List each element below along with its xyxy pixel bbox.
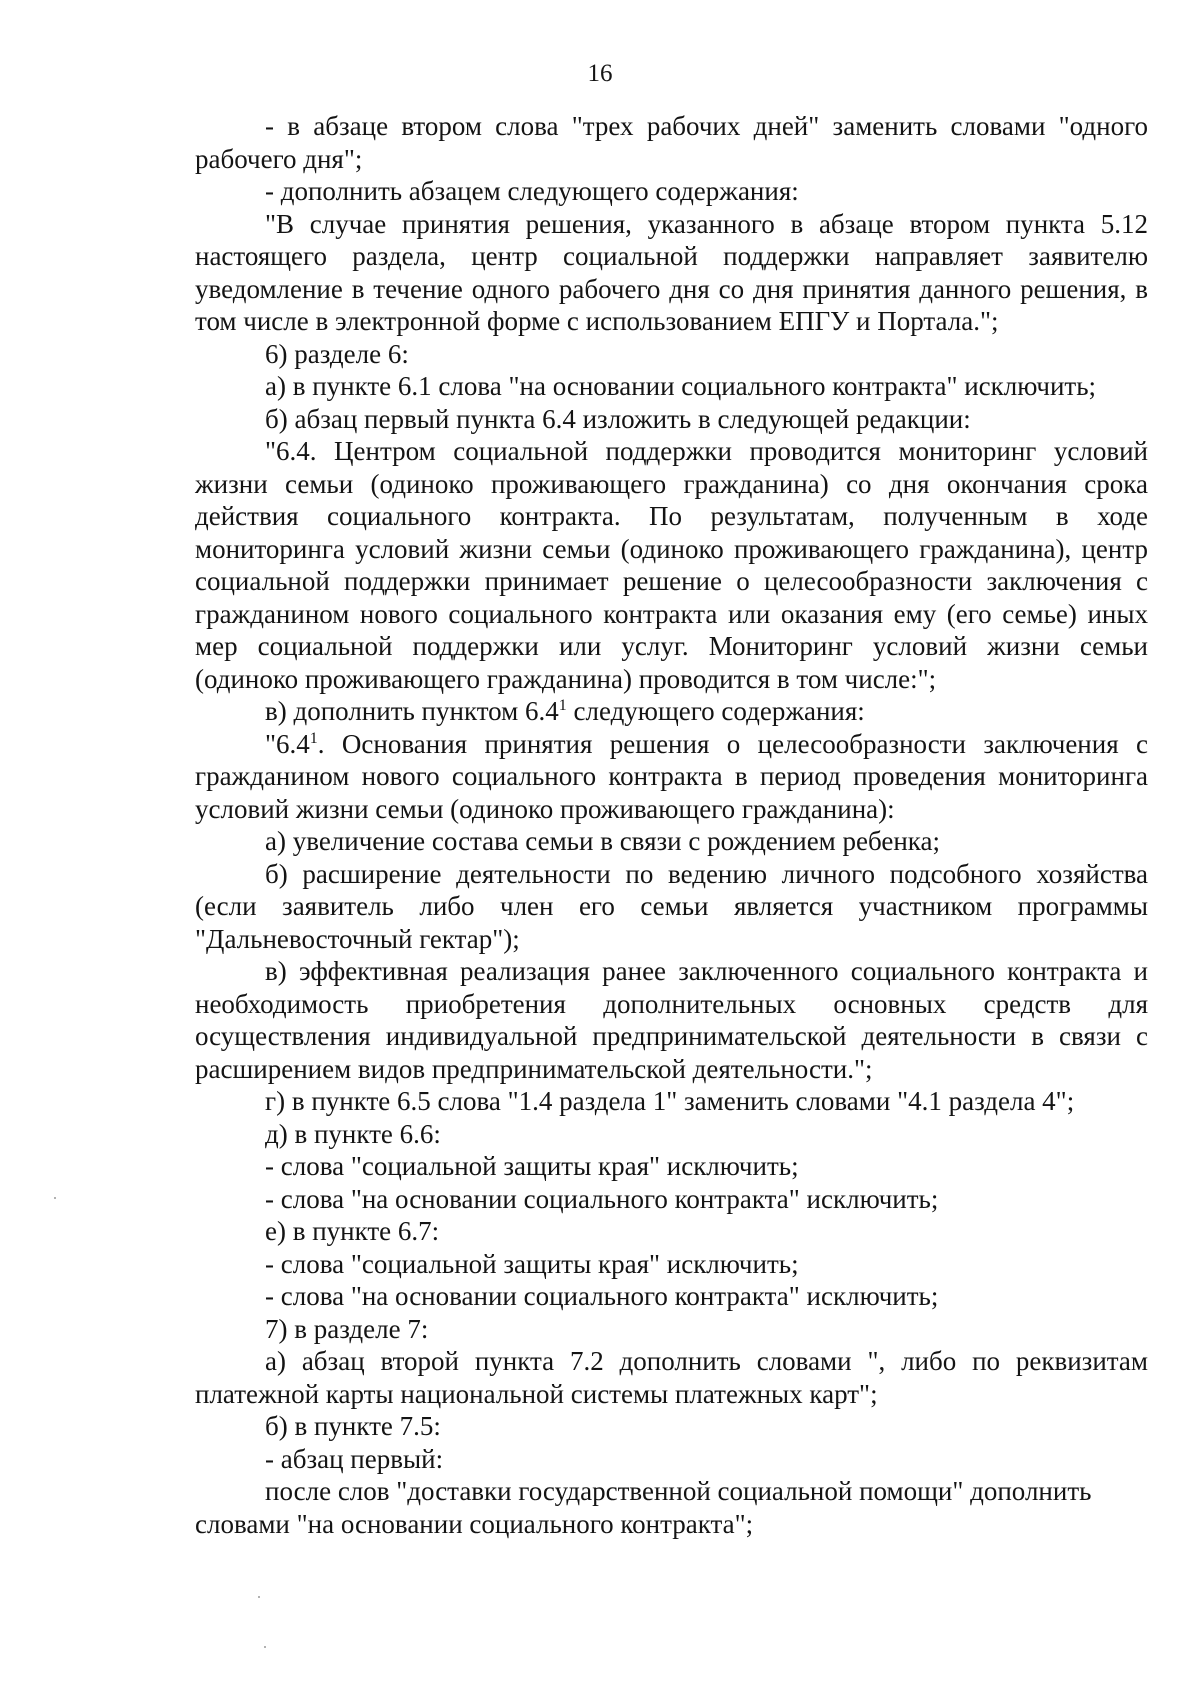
paragraph: а) в пункте 6.1 слова "на основании социального контракта" исключить; [265, 371, 1097, 401]
page-number: 16 [587, 60, 613, 87]
paragraph: - слова "социальной защиты края" исключить; [265, 1248, 799, 1279]
paragraph: а) увеличение состава семьи в связи с рождением ребенка; [265, 826, 940, 856]
paragraph: - абзац первый: [265, 1443, 444, 1474]
scan-speck [258, 1596, 260, 1598]
paragraph-text: "6.4 [265, 728, 310, 759]
paragraph: в) эффективная реализация ранее заключенного социального контракта и необходимость приобретения дополнительных основных средств для осуществления индивидуальной предпринимательской деятельности в связи с расширением видов предпринимательской деятельности."; [195, 956, 1148, 1084]
paragraph: г) в пункте 6.5 слова "1.4 раздела 1" заменить словами "4.1 раздела 4"; [265, 1086, 1075, 1116]
paragraph: - слова "на основании социального контракта" исключить; [265, 1281, 939, 1311]
paragraph: - в абзаце втором слова "трех рабочих дней" заменить словами "одного рабочего дня"; [195, 111, 1148, 174]
scan-speck [54, 1197, 56, 1199]
paragraph-text: следующего содержания: [566, 696, 865, 726]
paragraph: - дополнить абзацем следующего содержания: [265, 176, 799, 206]
superscript: 1 [309, 729, 318, 747]
paragraph-with-superscript [195, 728, 1148, 826]
paragraph-text: в) дополнить пунктом 6.4 [265, 696, 559, 726]
paragraph-with-superscript [195, 695, 1148, 728]
paragraph: "6.4. Центром социальной поддержки проводится мониторинг условий жизни семьи (одиноко проживающего гражданина) со дня окончания срока действия социального контракта. По результатам, полученным в ходе мониторинга условий жизни семьи (одиноко проживающего гражданина), центр социальной поддержки принимает решение о целесообразности заключения с гражданином нового социального контракта или оказания ему (его семье) иных мер социальной поддержки или услуг. Мониторинг условий жизни семьи (одиноко проживающего гражданина) проводится в том числе:"; [195, 436, 1148, 694]
paragraph: а) абзац второй пункта 7.2 дополнить словами ", либо по реквизитам платежной карты национальной системы платежных карт"; [195, 1346, 1148, 1409]
document-body [195, 110, 1148, 1540]
paragraph: - слова "на основании социального контракта" исключить; [265, 1183, 939, 1214]
paragraph: 6) разделе 6: [265, 338, 409, 369]
superscript: 1 [558, 697, 567, 714]
paragraph: е) в пункте 6.7: [265, 1216, 440, 1246]
paragraph: б) расширение деятельности по ведению личного подсобного хозяйства (если заявитель либо член его семьи является участником программы "Дальневосточный гектар"); [195, 858, 1148, 954]
paragraph: - слова "социальной защиты края" исключить; [265, 1151, 799, 1181]
paragraph: 7) в разделе 7: [265, 1313, 429, 1344]
paragraph: д) в пункте 6.6: [265, 1118, 441, 1149]
paragraph: б) в пункте 7.5: [265, 1411, 441, 1441]
paragraph-text: . Основания принятия решения о целесообразности заключения с гражданином нового социального контракта в период проведения мониторинга условий жизни семьи (одиноко проживающего гражданина): [195, 728, 1148, 824]
paragraph: "В случае принятия решения, указанного в абзаце втором пункта 5.12 настоящего раздела, центр социальной поддержки направляет заявителю уведомление в течение одного рабочего дня со дня принятия данного решения, в том числе в электронной форме с использованием ЕПГУ и Портала."; [195, 208, 1148, 336]
scan-speck [264, 1646, 266, 1648]
paragraph: б) абзац первый пункта 6.4 изложить в следующей редакции: [265, 403, 971, 434]
paragraph: после слов "доставки государственной социальной помощи" дополнить словами "на основании социального контракта"; [195, 1476, 1092, 1539]
